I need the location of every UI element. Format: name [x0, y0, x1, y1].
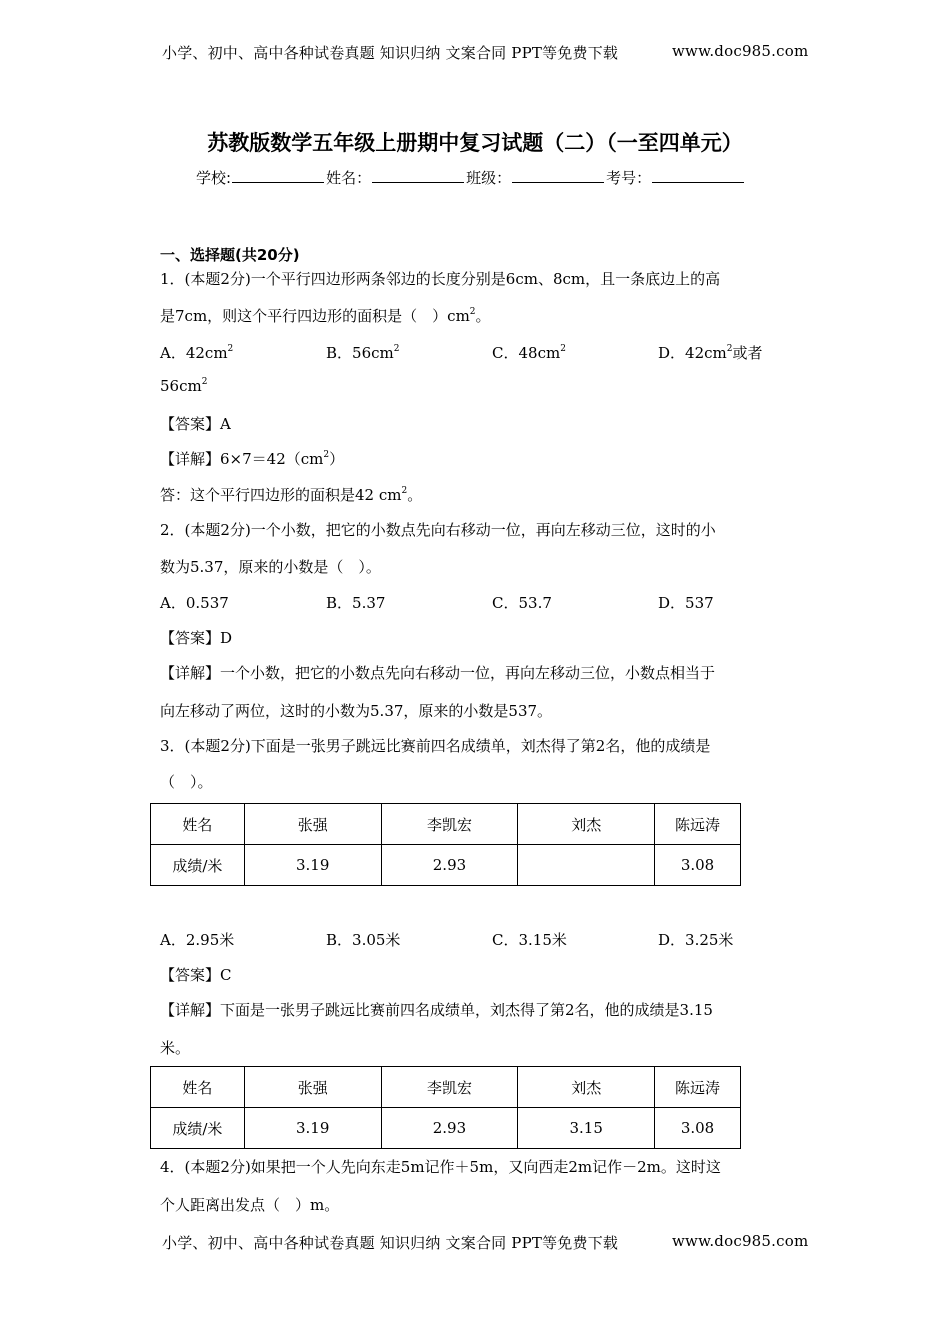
table-cell: 成绩/米	[151, 845, 245, 886]
q3-line2: （ ）。	[160, 773, 213, 791]
table-row	[151, 804, 741, 845]
footer-url[interactable]: www.doc985.com	[672, 1232, 809, 1250]
q1-option-a	[160, 342, 233, 363]
table-cell: 2.93	[381, 845, 518, 886]
student-info-line	[196, 167, 746, 188]
q1-reply-text: 答：这个平行四边形的面积是42 cm	[160, 486, 402, 504]
school-label: 学校:	[196, 169, 232, 187]
section-heading: 一、选择题(共20分)	[160, 246, 300, 264]
table-header-cell: 陈远涛	[655, 1067, 741, 1108]
q2-line2: 数为5.37，原来的小数是（ ）。	[160, 558, 381, 576]
q1-detail-text: 【详解】6×7＝42（cm	[160, 450, 324, 468]
q1-option-b-text: B．56cm	[326, 344, 394, 362]
table-cell	[518, 845, 655, 886]
q2-answer: 【答案】D	[160, 629, 233, 647]
q1-reply	[160, 484, 422, 505]
table-header-cell: 张强	[244, 1067, 381, 1108]
q3-option-d: D．3.25米	[658, 931, 734, 949]
footer-promo-text: 小学、初中、高中各种试卷真题 知识归纳 文案合同 PPT等免费下载	[162, 1234, 619, 1252]
q1-answer: 【答案】A	[160, 415, 231, 433]
header-promo-text: 小学、初中、高中各种试卷真题 知识归纳 文案合同 PPT等免费下载	[162, 44, 619, 62]
table-row	[151, 845, 741, 886]
q3-detail-line2: 米。	[160, 1039, 191, 1057]
table-cell: 3.15	[518, 1108, 655, 1149]
q1-option-c-sup: 2	[560, 344, 566, 354]
q1-detail-sup: 2	[323, 450, 330, 460]
number-blank	[652, 168, 744, 183]
q1-line2-text: 是7cm，则这个平行四边形的面积是（ ）cm	[160, 307, 470, 325]
name-label: 姓名：	[326, 169, 372, 187]
q1-line2-end: 。	[475, 307, 491, 325]
q3-line1: 3．(本题2分)下面是一张男子跳远比赛前四名成绩单，刘杰得了第2名，他的成绩是	[160, 737, 711, 755]
q4-line1: 4．(本题2分)如果把一个人先向东走5m记作＋5m，又向西走2m记作－2m。这时这	[160, 1158, 721, 1176]
q2-option-c: C．53.7	[492, 594, 552, 612]
q1-option-c	[492, 342, 566, 363]
table-header-cell: 刘杰	[518, 804, 655, 845]
class-label: 班级：	[466, 169, 512, 187]
table-row	[151, 1067, 741, 1108]
page-title: 苏教版数学五年级上册期中复习试题（二）（一至四单元）	[207, 131, 743, 155]
table-cell: 3.19	[244, 1108, 381, 1149]
q1-option-a-text: A．42cm	[160, 344, 228, 362]
name-blank	[372, 168, 464, 183]
q1-line2	[160, 305, 491, 326]
q3-answer-table	[150, 1066, 741, 1149]
q3-score-table	[150, 803, 741, 886]
q2-line1: 2．(本题2分)一个小数，把它的小数点先向右移动一位，再向左移动三位，这时的小	[160, 521, 716, 539]
table-cell: 成绩/米	[151, 1108, 245, 1149]
table-header-cell: 姓名	[151, 1067, 245, 1108]
q1-option-a-sup: 2	[227, 344, 234, 354]
table-cell: 2.93	[381, 1108, 518, 1149]
class-blank	[512, 168, 604, 183]
q1-sup: 2	[469, 307, 476, 317]
table-header-cell: 刘杰	[518, 1067, 655, 1108]
q1-option-d-text: D．42cm	[658, 344, 727, 362]
q1-detail-tail: ）	[329, 450, 345, 468]
q1-option-d-sup: 2	[726, 344, 733, 354]
school-blank	[232, 168, 324, 183]
q1-option-d-cont-text: 56cm	[160, 377, 202, 395]
q3-option-a: A．2.95米	[160, 931, 235, 949]
table-header-cell: 李凯宏	[381, 804, 518, 845]
q1-option-d-cont	[160, 377, 207, 395]
q2-option-a: A．0.537	[160, 594, 229, 612]
q2-detail-line2: 向左移动了两位，这时的小数为5.37，原来的小数是537。	[160, 702, 553, 720]
q3-answer: 【答案】C	[160, 966, 232, 984]
q3-option-c: C．3.15米	[492, 931, 567, 949]
q2-option-d: D．537	[658, 594, 714, 612]
q1-line1: 1．(本题2分)一个平行四边形两条邻边的长度分别是6cm、8cm，且一条底边上的高	[160, 270, 721, 288]
q1-option-b-sup: 2	[393, 344, 400, 354]
number-label: 考号：	[606, 169, 652, 187]
q1-option-d-cont-sup: 2	[201, 377, 208, 387]
table-cell: 3.08	[655, 1108, 741, 1149]
q3-detail-line1: 【详解】下面是一张男子跳远比赛前四名成绩单，刘杰得了第2名，他的成绩是3.15	[160, 1001, 713, 1019]
table-cell: 3.08	[655, 845, 741, 886]
table-header-cell: 张强	[244, 804, 381, 845]
q1-option-b	[326, 342, 399, 363]
q1-reply-end: 。	[407, 486, 423, 504]
table-header-cell: 姓名	[151, 804, 245, 845]
header-url[interactable]: www.doc985.com	[672, 42, 809, 60]
q1-option-d	[658, 342, 763, 363]
q3-option-b: B．3.05米	[326, 931, 401, 949]
q2-detail-line1: 【详解】一个小数，把它的小数点先向右移动一位，再向左移动三位，小数点相当于	[160, 664, 716, 682]
q1-option-d-tail: 或者	[732, 344, 763, 362]
q1-detail	[160, 448, 344, 469]
table-cell: 3.19	[244, 845, 381, 886]
table-row	[151, 1108, 741, 1149]
table-header-cell: 陈远涛	[655, 804, 741, 845]
q1-option-c-text: C．48cm	[492, 344, 561, 362]
q2-option-b: B．5.37	[326, 594, 386, 612]
q4-line2: 个人距离出发点（ ）m。	[160, 1196, 340, 1214]
q1-reply-sup: 2	[401, 486, 408, 496]
table-header-cell: 李凯宏	[381, 1067, 518, 1108]
